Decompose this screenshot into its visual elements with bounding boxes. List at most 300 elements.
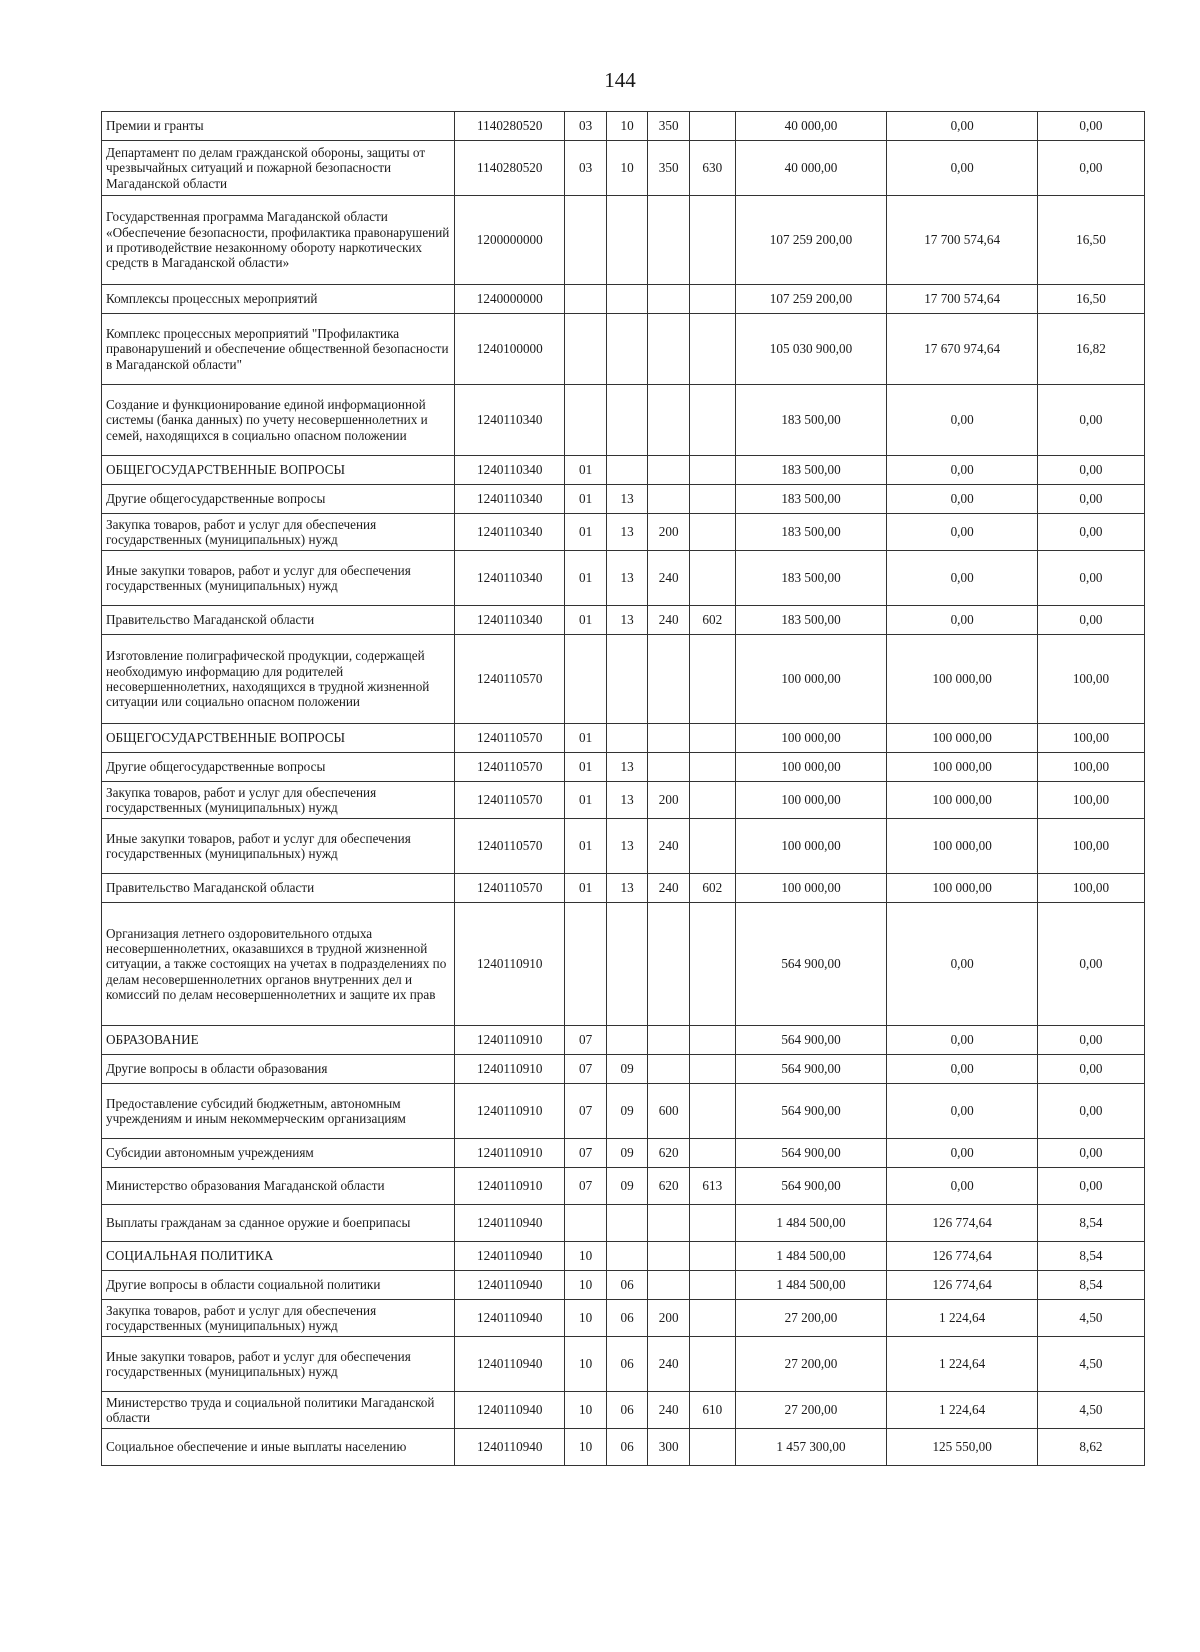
executed-amount: 0,00 <box>887 606 1038 635</box>
executed-amount: 0,00 <box>887 903 1038 1026</box>
table-row <box>102 1271 1145 1300</box>
planned-amount: 183 500,00 <box>735 514 887 551</box>
expense-type-code: 240 <box>648 1392 690 1429</box>
planned-amount: 183 500,00 <box>735 385 887 456</box>
expense-type-code <box>648 724 690 753</box>
execution-percent: 100,00 <box>1037 724 1144 753</box>
table-row <box>102 724 1145 753</box>
section-code <box>565 903 607 1026</box>
table-row <box>102 112 1145 141</box>
table-row <box>102 514 1145 551</box>
planned-amount: 107 259 200,00 <box>735 196 887 285</box>
department-code <box>689 1242 735 1271</box>
subsection-code <box>606 314 648 385</box>
table-row <box>102 874 1145 903</box>
subsection-code <box>606 1026 648 1055</box>
department-code <box>689 753 735 782</box>
planned-amount: 100 000,00 <box>735 753 887 782</box>
row-name: Другие общегосударственные вопросы <box>102 753 455 782</box>
department-code: 613 <box>689 1168 735 1205</box>
table-row <box>102 1026 1145 1055</box>
execution-percent: 0,00 <box>1037 1084 1144 1139</box>
subsection-code: 06 <box>606 1271 648 1300</box>
row-name: ОБЩЕГОСУДАРСТВЕННЫЕ ВОПРОСЫ <box>102 724 455 753</box>
subsection-code: 13 <box>606 782 648 819</box>
execution-percent: 100,00 <box>1037 753 1144 782</box>
executed-amount: 100 000,00 <box>887 782 1038 819</box>
department-code <box>689 903 735 1026</box>
target-code: 1240110570 <box>455 753 565 782</box>
target-code: 1240110940 <box>455 1271 565 1300</box>
target-code: 1240110910 <box>455 1168 565 1205</box>
executed-amount: 0,00 <box>887 1084 1038 1139</box>
table-row <box>102 1205 1145 1242</box>
department-code <box>689 1205 735 1242</box>
subsection-code: 13 <box>606 753 648 782</box>
section-code <box>565 285 607 314</box>
department-code <box>689 1055 735 1084</box>
planned-amount: 183 500,00 <box>735 606 887 635</box>
expense-type-code: 240 <box>648 606 690 635</box>
section-code: 01 <box>565 819 607 874</box>
subsection-code: 09 <box>606 1139 648 1168</box>
planned-amount: 105 030 900,00 <box>735 314 887 385</box>
subsection-code: 13 <box>606 819 648 874</box>
department-code <box>689 196 735 285</box>
expense-type-code: 200 <box>648 514 690 551</box>
subsection-code <box>606 196 648 285</box>
row-name: Другие вопросы в области образования <box>102 1055 455 1084</box>
target-code: 1240110570 <box>455 819 565 874</box>
budget-table <box>101 111 1145 1466</box>
department-code <box>689 782 735 819</box>
subsection-code: 09 <box>606 1055 648 1084</box>
executed-amount: 0,00 <box>887 551 1038 606</box>
department-code <box>689 112 735 141</box>
department-code <box>689 514 735 551</box>
expense-type-code <box>648 485 690 514</box>
planned-amount: 183 500,00 <box>735 456 887 485</box>
row-name: ОБРАЗОВАНИЕ <box>102 1026 455 1055</box>
expense-type-code <box>648 385 690 456</box>
row-name: Другие общегосударственные вопросы <box>102 485 455 514</box>
table-row <box>102 314 1145 385</box>
planned-amount: 27 200,00 <box>735 1300 887 1337</box>
table-row <box>102 1392 1145 1429</box>
expense-type-code: 200 <box>648 1300 690 1337</box>
department-code: 630 <box>689 141 735 196</box>
planned-amount: 564 900,00 <box>735 903 887 1026</box>
section-code: 07 <box>565 1026 607 1055</box>
planned-amount: 564 900,00 <box>735 1026 887 1055</box>
expense-type-code: 240 <box>648 1337 690 1392</box>
executed-amount: 1 224,64 <box>887 1300 1038 1337</box>
table-row <box>102 606 1145 635</box>
row-name: Выплаты гражданам за сданное оружие и боеприпасы <box>102 1205 455 1242</box>
subsection-code: 09 <box>606 1168 648 1205</box>
section-code: 01 <box>565 456 607 485</box>
target-code: 1240110340 <box>455 385 565 456</box>
executed-amount: 125 550,00 <box>887 1429 1038 1466</box>
planned-amount: 564 900,00 <box>735 1055 887 1084</box>
execution-percent: 0,00 <box>1037 551 1144 606</box>
department-code <box>689 1337 735 1392</box>
target-code: 1240110910 <box>455 1026 565 1055</box>
executed-amount: 0,00 <box>887 1055 1038 1084</box>
planned-amount: 100 000,00 <box>735 635 887 724</box>
planned-amount: 564 900,00 <box>735 1084 887 1139</box>
execution-percent: 0,00 <box>1037 1055 1144 1084</box>
section-code: 01 <box>565 782 607 819</box>
department-code <box>689 635 735 724</box>
expense-type-code: 600 <box>648 1084 690 1139</box>
row-name: Организация летнего оздоровительного отдыха несовершеннолетних, оказавшихся в трудной жизненной ситуации, а также состоящих на учетах в подразделениях по делам несовершеннолетних органов внутренних дел и комиссий по делам несовершеннолетних и защите их прав <box>102 903 455 1026</box>
row-name: Закупка товаров, работ и услуг для обеспечения государственных (муниципальных) нужд <box>102 1300 455 1337</box>
executed-amount: 100 000,00 <box>887 724 1038 753</box>
execution-percent: 0,00 <box>1037 1168 1144 1205</box>
planned-amount: 40 000,00 <box>735 141 887 196</box>
target-code: 1140280520 <box>455 141 565 196</box>
execution-percent: 8,62 <box>1037 1429 1144 1466</box>
target-code: 1240110570 <box>455 782 565 819</box>
target-code: 1240110570 <box>455 874 565 903</box>
row-name: Государственная программа Магаданской области «Обеспечение безопасности, профилактика правонарушений и противодействие незаконному обороту наркотических средств в Магаданской области» <box>102 196 455 285</box>
target-code: 1240110570 <box>455 635 565 724</box>
execution-percent: 0,00 <box>1037 456 1144 485</box>
row-name: Правительство Магаданской области <box>102 874 455 903</box>
expense-type-code: 350 <box>648 112 690 141</box>
row-name: Комплекс процессных мероприятий "Профилактика правонарушений и обеспечение общественной безопасности в Магаданской области" <box>102 314 455 385</box>
section-code <box>565 314 607 385</box>
expense-type-code <box>648 456 690 485</box>
execution-percent: 4,50 <box>1037 1337 1144 1392</box>
section-code: 01 <box>565 724 607 753</box>
execution-percent: 0,00 <box>1037 514 1144 551</box>
section-code: 01 <box>565 551 607 606</box>
section-code <box>565 385 607 456</box>
execution-percent: 0,00 <box>1037 112 1144 141</box>
department-code: 602 <box>689 606 735 635</box>
department-code <box>689 1429 735 1466</box>
executed-amount: 0,00 <box>887 485 1038 514</box>
target-code: 1240110570 <box>455 724 565 753</box>
department-code <box>689 724 735 753</box>
target-code: 1240110940 <box>455 1429 565 1466</box>
target-code: 1240110340 <box>455 456 565 485</box>
expense-type-code <box>648 1026 690 1055</box>
executed-amount: 0,00 <box>887 141 1038 196</box>
section-code: 01 <box>565 753 607 782</box>
page-number: 144 <box>604 68 636 92</box>
table-row <box>102 1055 1145 1084</box>
row-name: Комплексы процессных мероприятий <box>102 285 455 314</box>
table-row <box>102 1168 1145 1205</box>
department-code <box>689 1026 735 1055</box>
department-code <box>689 1271 735 1300</box>
target-code: 1240110340 <box>455 551 565 606</box>
planned-amount: 1 457 300,00 <box>735 1429 887 1466</box>
target-code: 1240110940 <box>455 1392 565 1429</box>
expense-type-code <box>648 1271 690 1300</box>
execution-percent: 100,00 <box>1037 874 1144 903</box>
subsection-code <box>606 456 648 485</box>
section-code: 10 <box>565 1392 607 1429</box>
section-code <box>565 1205 607 1242</box>
target-code: 1140280520 <box>455 112 565 141</box>
section-code: 07 <box>565 1055 607 1084</box>
section-code: 01 <box>565 874 607 903</box>
row-name: Иные закупки товаров, работ и услуг для обеспечения государственных (муниципальных) нужд <box>102 551 455 606</box>
section-code: 10 <box>565 1242 607 1271</box>
target-code: 1240110910 <box>455 1055 565 1084</box>
section-code: 01 <box>565 606 607 635</box>
execution-percent: 100,00 <box>1037 635 1144 724</box>
department-code <box>689 485 735 514</box>
planned-amount: 27 200,00 <box>735 1337 887 1392</box>
expense-type-code <box>648 903 690 1026</box>
expense-type-code <box>648 1055 690 1084</box>
planned-amount: 183 500,00 <box>735 551 887 606</box>
row-name: Предоставление субсидий бюджетным, автономным учреждениям и иным некоммерческим организациям <box>102 1084 455 1139</box>
table-row <box>102 141 1145 196</box>
section-code: 10 <box>565 1300 607 1337</box>
expense-type-code: 620 <box>648 1139 690 1168</box>
executed-amount: 17 700 574,64 <box>887 196 1038 285</box>
department-code <box>689 1084 735 1139</box>
execution-percent: 0,00 <box>1037 1139 1144 1168</box>
section-code: 03 <box>565 141 607 196</box>
section-code <box>565 635 607 724</box>
subsection-code <box>606 724 648 753</box>
department-code <box>689 456 735 485</box>
table-row <box>102 753 1145 782</box>
planned-amount: 564 900,00 <box>735 1168 887 1205</box>
execution-percent: 8,54 <box>1037 1271 1144 1300</box>
executed-amount: 100 000,00 <box>887 635 1038 724</box>
department-code: 602 <box>689 874 735 903</box>
target-code: 1240110940 <box>455 1300 565 1337</box>
executed-amount: 100 000,00 <box>887 753 1038 782</box>
subsection-code <box>606 285 648 314</box>
subsection-code: 09 <box>606 1084 648 1139</box>
table-row <box>102 456 1145 485</box>
subsection-code: 06 <box>606 1337 648 1392</box>
row-name: Закупка товаров, работ и услуг для обеспечения государственных (муниципальных) нужд <box>102 514 455 551</box>
subsection-code: 13 <box>606 551 648 606</box>
execution-percent: 4,50 <box>1037 1300 1144 1337</box>
target-code: 1240110910 <box>455 1139 565 1168</box>
department-code <box>689 1300 735 1337</box>
table-row <box>102 819 1145 874</box>
subsection-code: 13 <box>606 874 648 903</box>
row-name: Иные закупки товаров, работ и услуг для обеспечения государственных (муниципальных) нужд <box>102 819 455 874</box>
expense-type-code: 350 <box>648 141 690 196</box>
target-code: 1240110940 <box>455 1205 565 1242</box>
row-name: Другие вопросы в области социальной политики <box>102 1271 455 1300</box>
execution-percent: 0,00 <box>1037 1026 1144 1055</box>
target-code: 1240110910 <box>455 903 565 1026</box>
target-code: 1240110340 <box>455 514 565 551</box>
row-name: Создание и функционирование единой информационной системы (банка данных) по учету несовершеннолетних и семей, находящихся в социально опасном положении <box>102 385 455 456</box>
executed-amount: 126 774,64 <box>887 1271 1038 1300</box>
target-code: 1200000000 <box>455 196 565 285</box>
section-code: 07 <box>565 1084 607 1139</box>
table-row <box>102 1084 1145 1139</box>
execution-percent: 0,00 <box>1037 485 1144 514</box>
executed-amount: 1 224,64 <box>887 1337 1038 1392</box>
execution-percent: 8,54 <box>1037 1242 1144 1271</box>
subsection-code: 06 <box>606 1392 648 1429</box>
target-code: 1240110940 <box>455 1337 565 1392</box>
planned-amount: 27 200,00 <box>735 1392 887 1429</box>
table-row <box>102 196 1145 285</box>
section-code: 07 <box>565 1168 607 1205</box>
executed-amount: 0,00 <box>887 456 1038 485</box>
department-code <box>689 551 735 606</box>
row-name: Министерство образования Магаданской области <box>102 1168 455 1205</box>
department-code <box>689 1139 735 1168</box>
subsection-code: 06 <box>606 1429 648 1466</box>
row-name: СОЦИАЛЬНАЯ ПОЛИТИКА <box>102 1242 455 1271</box>
department-code <box>689 285 735 314</box>
expense-type-code <box>648 285 690 314</box>
target-code: 1240110940 <box>455 1242 565 1271</box>
target-code: 1240110910 <box>455 1084 565 1139</box>
executed-amount: 126 774,64 <box>887 1242 1038 1271</box>
planned-amount: 107 259 200,00 <box>735 285 887 314</box>
department-code <box>689 314 735 385</box>
target-code: 1240110340 <box>455 485 565 514</box>
subsection-code <box>606 1205 648 1242</box>
expense-type-code <box>648 635 690 724</box>
section-code: 01 <box>565 514 607 551</box>
subsection-code <box>606 385 648 456</box>
executed-amount: 0,00 <box>887 1168 1038 1205</box>
execution-percent: 0,00 <box>1037 903 1144 1026</box>
executed-amount: 0,00 <box>887 1026 1038 1055</box>
execution-percent: 0,00 <box>1037 141 1144 196</box>
expense-type-code <box>648 753 690 782</box>
expense-type-code: 240 <box>648 819 690 874</box>
table-row <box>102 1242 1145 1271</box>
section-code <box>565 196 607 285</box>
row-name: Социальное обеспечение и иные выплаты населению <box>102 1429 455 1466</box>
expense-type-code: 240 <box>648 551 690 606</box>
planned-amount: 100 000,00 <box>735 874 887 903</box>
executed-amount: 0,00 <box>887 112 1038 141</box>
subsection-code: 13 <box>606 485 648 514</box>
row-name: Премии и гранты <box>102 112 455 141</box>
execution-percent: 16,50 <box>1037 196 1144 285</box>
target-code: 1240100000 <box>455 314 565 385</box>
planned-amount: 40 000,00 <box>735 112 887 141</box>
executed-amount: 0,00 <box>887 385 1038 456</box>
execution-percent: 0,00 <box>1037 385 1144 456</box>
section-code: 03 <box>565 112 607 141</box>
expense-type-code <box>648 314 690 385</box>
expense-type-code: 240 <box>648 874 690 903</box>
row-name: Иные закупки товаров, работ и услуг для обеспечения государственных (муниципальных) нужд <box>102 1337 455 1392</box>
row-name: Правительство Магаданской области <box>102 606 455 635</box>
department-code: 610 <box>689 1392 735 1429</box>
table-row <box>102 385 1145 456</box>
row-name: Департамент по делам гражданской обороны, защиты от чрезвычайных ситуаций и пожарной безопасности Магаданской области <box>102 141 455 196</box>
executed-amount: 1 224,64 <box>887 1392 1038 1429</box>
planned-amount: 100 000,00 <box>735 819 887 874</box>
subsection-code <box>606 903 648 1026</box>
subsection-code: 13 <box>606 514 648 551</box>
section-code: 10 <box>565 1429 607 1466</box>
table-row <box>102 635 1145 724</box>
subsection-code <box>606 635 648 724</box>
subsection-code <box>606 1242 648 1271</box>
expense-type-code <box>648 196 690 285</box>
subsection-code: 06 <box>606 1300 648 1337</box>
subsection-code: 13 <box>606 606 648 635</box>
execution-percent: 8,54 <box>1037 1205 1144 1242</box>
planned-amount: 183 500,00 <box>735 485 887 514</box>
planned-amount: 564 900,00 <box>735 1139 887 1168</box>
table-row <box>102 551 1145 606</box>
section-code: 10 <box>565 1337 607 1392</box>
table-row <box>102 1300 1145 1337</box>
planned-amount: 100 000,00 <box>735 782 887 819</box>
execution-percent: 4,50 <box>1037 1392 1144 1429</box>
section-code: 01 <box>565 485 607 514</box>
subsection-code: 10 <box>606 112 648 141</box>
execution-percent: 100,00 <box>1037 819 1144 874</box>
expense-type-code: 300 <box>648 1429 690 1466</box>
table-row <box>102 782 1145 819</box>
table-row <box>102 485 1145 514</box>
executed-amount: 17 670 974,64 <box>887 314 1038 385</box>
expense-type-code: 620 <box>648 1168 690 1205</box>
execution-percent: 0,00 <box>1037 606 1144 635</box>
target-code: 1240000000 <box>455 285 565 314</box>
execution-percent: 16,82 <box>1037 314 1144 385</box>
department-code <box>689 385 735 456</box>
executed-amount: 100 000,00 <box>887 819 1038 874</box>
execution-percent: 16,50 <box>1037 285 1144 314</box>
table-row <box>102 1429 1145 1466</box>
table-row <box>102 1139 1145 1168</box>
subsection-code: 10 <box>606 141 648 196</box>
table-row <box>102 903 1145 1026</box>
planned-amount: 1 484 500,00 <box>735 1205 887 1242</box>
executed-amount: 0,00 <box>887 514 1038 551</box>
execution-percent: 100,00 <box>1037 782 1144 819</box>
expense-type-code: 200 <box>648 782 690 819</box>
department-code <box>689 819 735 874</box>
section-code: 07 <box>565 1139 607 1168</box>
row-name: Субсидии автономным учреждениям <box>102 1139 455 1168</box>
section-code: 10 <box>565 1271 607 1300</box>
planned-amount: 1 484 500,00 <box>735 1242 887 1271</box>
row-name: Министерство труда и социальной политики Магаданской области <box>102 1392 455 1429</box>
executed-amount: 126 774,64 <box>887 1205 1038 1242</box>
row-name: Закупка товаров, работ и услуг для обеспечения государственных (муниципальных) нужд <box>102 782 455 819</box>
expense-type-code <box>648 1205 690 1242</box>
table-row <box>102 285 1145 314</box>
executed-amount: 100 000,00 <box>887 874 1038 903</box>
target-code: 1240110340 <box>455 606 565 635</box>
planned-amount: 1 484 500,00 <box>735 1271 887 1300</box>
expense-type-code <box>648 1242 690 1271</box>
table-row <box>102 1337 1145 1392</box>
row-name: ОБЩЕГОСУДАРСТВЕННЫЕ ВОПРОСЫ <box>102 456 455 485</box>
executed-amount: 17 700 574,64 <box>887 285 1038 314</box>
row-name: Изготовление полиграфической продукции, содержащей необходимую информацию для родителей несовершеннолетних, находящихся в трудной жизненной ситуации или социально опасном положении <box>102 635 455 724</box>
